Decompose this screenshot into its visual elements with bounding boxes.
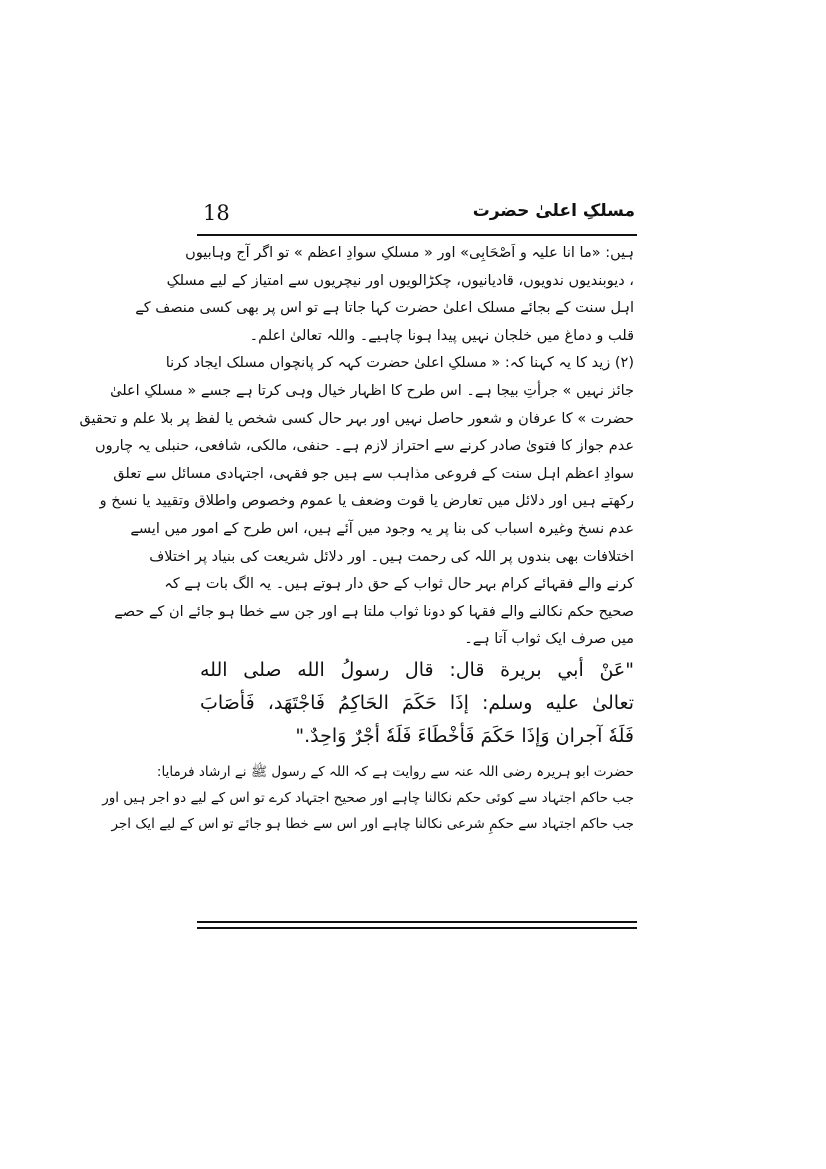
text-line: عدم جواز کا فتویٰ صادر کرنے سے احتراز لازم ہے۔ حنفی، مالکی، شافعی، حنبلی یہ چاروں — [95, 438, 634, 455]
text-line: عدم نسخ وغیرہ اسباب کی بنا پر یہ وجود میں آئے ہیں، اس طرح کے امور میں ایسے — [130, 520, 634, 537]
footer-rule — [197, 921, 637, 923]
page-header — [197, 201, 637, 235]
footer-rule — [197, 927, 637, 929]
body-text — [79, 240, 634, 837]
text-line: قلب و دماغ میں خلجان نہیں پیدا ہونا چاہیے۔ واللہ تعالیٰ اعلم۔ — [249, 327, 634, 344]
paragraph-1 — [135, 240, 634, 350]
text-line: سوادِ اعظم اہل سنت کے فروعی مذاہب سے ہیں جو فقہی، اجتہادی مسائل سے تعلق — [113, 465, 634, 482]
text-line: کرنے والے فقہائے کرام بہر حال ثواب کے حق دار ہوتے ہیں۔ یہ الگ بات ہے کہ — [164, 576, 634, 593]
paragraph-2 — [79, 350, 634, 654]
text-line: جائز نہیں » جرأتِ بیجا ہے۔ اس طرح کا اظہار خیال وہی کرتا ہے جسے « مسلکِ اعلیٰ — [110, 382, 634, 399]
text-line: حضرت » کا عرفان و شعور حاصل نہیں اور بہر حال کسی شخص یا لفظ پر بلا علم و تحقیق — [79, 410, 634, 427]
text-line: ہیں: «ما انا علیہ و اَصْحَابِی» اور « مسلکِ سوادِ اعظم » تو اگر آج وہابیوں — [185, 245, 634, 261]
text-line: ، دیوبندیوں ندویوں، قادیانیوں، چکڑالویوں اور نیچریوں سے امتیاز کے لیے مسلکِ — [166, 272, 634, 289]
text-line: میں صرف ایک ثواب آتا ہے۔ — [464, 631, 634, 648]
page-number: 18 — [203, 201, 230, 225]
text-line: جب حاکم اجتہاد سے حکمِ شرعی نکالنا چاہے اور اس سے خطا ہو جائے تو اس کے لیے ایک اجر — [111, 815, 634, 832]
arabic-line: تعالىٰ عليه وسلم: إذَا حَكَمَ الحَاكِمُ فَاجْتَهَد، فَأصَابَ — [200, 691, 634, 714]
text-line: اہل سنت کے بجائے مسلک اعلیٰ حضرت کہا جاتا ہے تو اس پر بھی کسی منصف کے — [135, 300, 634, 317]
arabic-line: فَلَهٗ آجران وَإذَا حَكَمَ فَأخْطَاءَ فَلَهٗ أجْرٌ وَاحِدٌ." — [295, 724, 634, 747]
hadith-arabic — [200, 654, 634, 753]
text-line: جب حاکم اجتہاد سے کوئی حکم نکالنا چاہے اور صحیح اجتہاد کرے تو اس کے لیے دو اجر ہیں اور — [102, 789, 634, 806]
text-line: حضرت ابو ہریرہ رضی اللہ عنہ سے روایت ہے کہ اللہ کے رسول ﷺ نے ارشاد فرمایا: — [156, 763, 634, 780]
text-line: صحیح حکم نکالنے والے فقہا کو دونا ثواب ملتا ہے اور جن سے خطا ہو جائے ان کے حصے — [114, 603, 634, 620]
header-rule — [197, 234, 637, 236]
text-line: اختلافات بھی بندوں پر اللہ کی رحمت ہیں۔ اور دلائل شریعت کی بنیاد پر اختلاف — [149, 548, 634, 565]
arabic-line: "عَنْ أبي بريرة قال: قال رسولُ الله صلى الله — [200, 658, 634, 681]
text-line: رکھتے ہیں اور دلائل میں تعارض یا قوت وضعف یا عموم وخصوص واطلاق وتقیید یا نسخ و — [99, 493, 634, 510]
running-title: مسلکِ اعلیٰ حضرت — [472, 201, 635, 221]
text-line: (۲) زید کا یہ کہنا کہ: « مسلکِ اعلیٰ حضرت کہہ کر پانچواں مسلک ایجاد کرنا — [165, 355, 634, 372]
translation — [102, 759, 634, 837]
